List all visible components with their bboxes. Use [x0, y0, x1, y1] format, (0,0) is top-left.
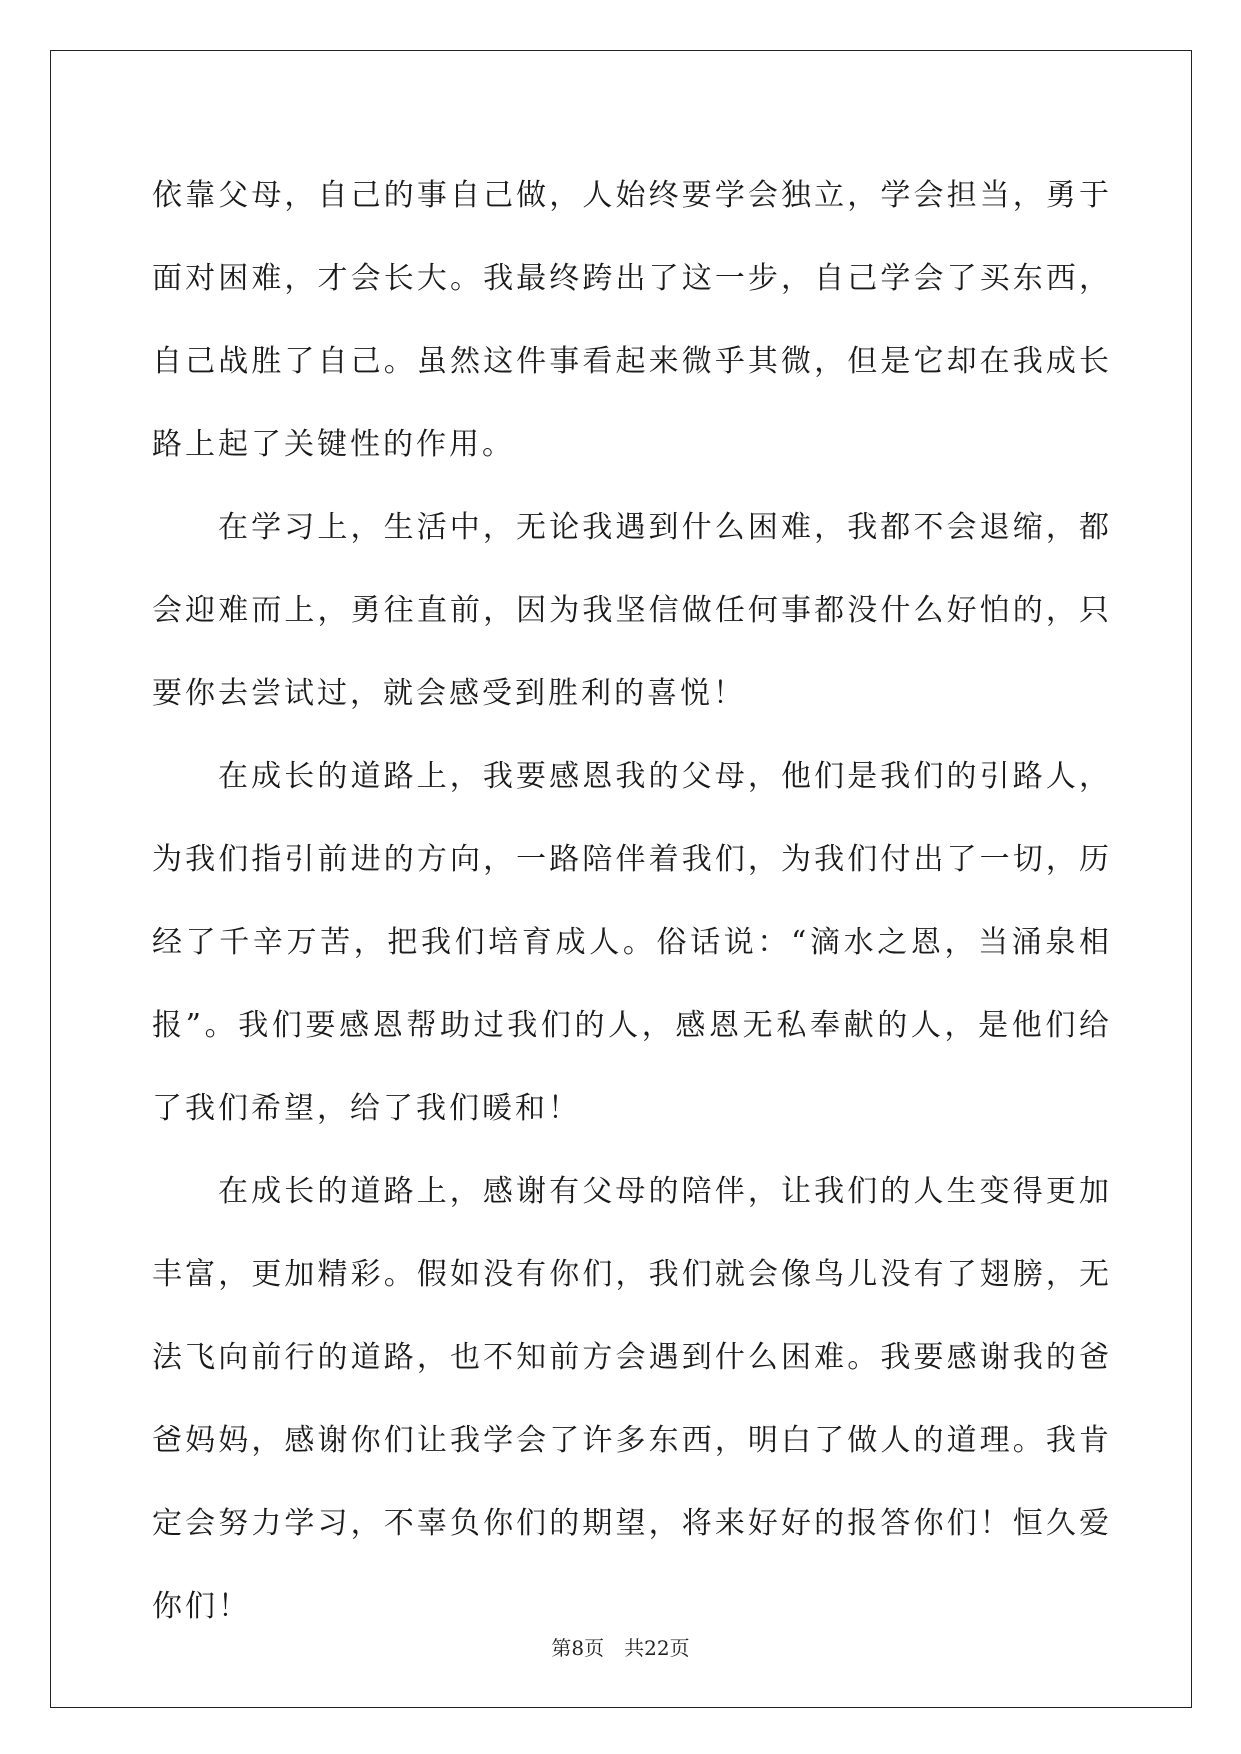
document-body — [152, 154, 1112, 1648]
page-number: 第8页 — [551, 1636, 605, 1660]
paragraph-1: 依靠父母，自己的事自己做，人始终要学会独立，学会担当，勇于面对困难，才会长大。我最终跨出了这一步，自己学会了买东西，自己战胜了自己。虽然这件事看起来微乎其微，但是它却在我成长路上起了关键性的作用。 — [152, 178, 1112, 462]
paragraph-2: 在学习上，生活中，无论我遇到什么困难，我都不会退缩，都会迎难而上，勇往直前，因为我坚信做任何事都没什么好怕的，只要你去尝试过，就会感受到胜利的喜悦！ — [152, 510, 1112, 711]
paragraph-4: 在成长的道路上，感谢有父母的陪伴，让我们的人生变得更加丰富，更加精彩。假如没有你们，我们就会像鸟儿没有了翅膀，无法飞向前行的道路，也不知前方会遇到什么困难。我要感谢我的爸爸妈妈，感谢你们让我学会了许多东西，明白了做人的道理。我肯定会努力学习，不辜负你们的期望，将来好好的报答你们！恒久爱你们！ — [152, 1174, 1112, 1624]
page-total: 共22页 — [624, 1636, 690, 1660]
page-footer — [0, 1632, 1241, 1661]
paragraph-3: 在成长的道路上，我要感恩我的父母，他们是我们的引路人，为我们指引前进的方向，一路陪伴着我们，为我们付出了一切，历经了千辛万苦，把我们培育成人。俗话说：“滴水之恩，当涌泉相报”。我们要感恩帮助过我们的人，感恩无私奉献的人，是他们给了我们希望，给了我们暖和！ — [152, 759, 1112, 1126]
